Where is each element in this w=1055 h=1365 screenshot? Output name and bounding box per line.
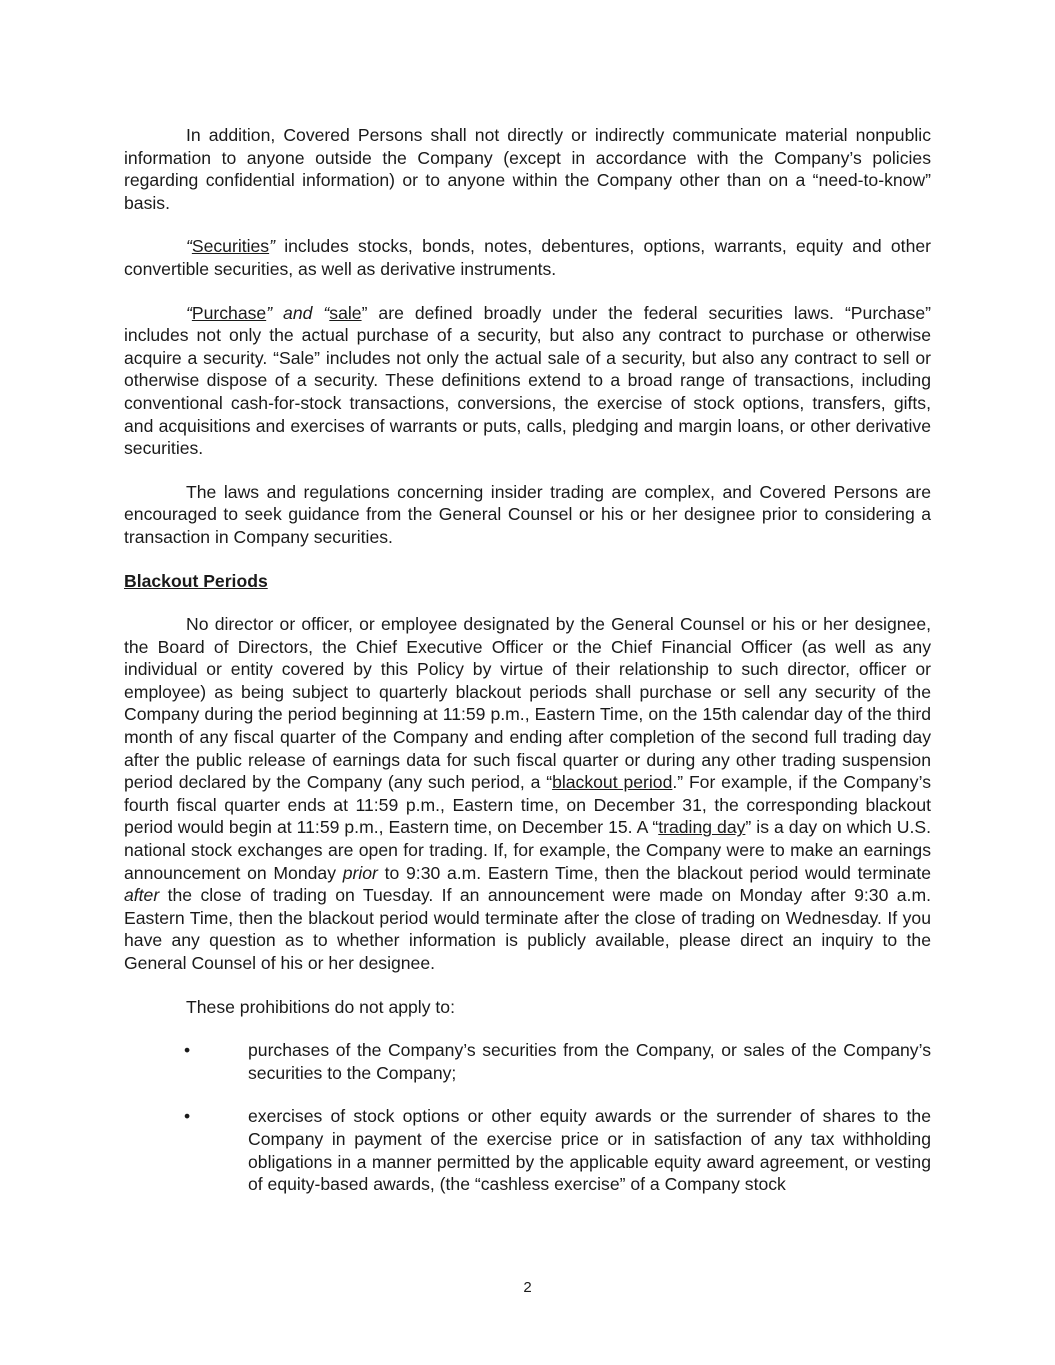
term-trading-day: trading day — [658, 817, 746, 838]
bullet-icon: • — [184, 1106, 191, 1127]
securities-definition-text: includes stocks, bonds, notes, debentures, options, warrants, equity and other convertible securities, as well as derivative instruments. — [124, 236, 931, 279]
open-quote: “ — [186, 302, 192, 323]
paragraph-blackout-periods — [124, 613, 931, 975]
paragraph-communication: In addition, Covered Persons shall not directly or indirectly communicate material nonpublic information to anyone outside the Company (except in accordance with the Company’s policies regarding confidential information) or to anyone within the Company other than on a “need-to-know” basis. — [124, 125, 931, 213]
term-sale: sale — [329, 302, 362, 323]
paragraph-purchase-sale-definition — [124, 302, 931, 460]
document-page — [124, 124, 931, 1196]
emphasis-after: after — [124, 885, 160, 906]
paragraph-insider-trading-laws: The laws and regulations concerning insider trading are complex, and Covered Persons are encouraged to seek guidance from the General Counsel or his or her designee prior to considering a transaction in Company securities. — [124, 481, 931, 547]
close-quote: ” — [269, 236, 275, 257]
section-heading-blackout-periods: Blackout Periods — [124, 570, 268, 591]
bullet-icon: • — [184, 1040, 191, 1061]
blackout-text-part5: the close of trading on Tuesday. If an announcement were made on Monday after 9:30 a.m. Eastern Time, then the blackout period would terminate after the close of trading on Wednesday. If you have any question as to whether information is publicly available, please direct an inquiry to the General Counsel of his or her designee. — [124, 885, 931, 973]
blackout-text-part1: No director or officer, or employee designated by the General Counsel or his or her designee, the Board of Directors, the Chief Executive Officer or the Chief Financial Officer (as well as any individual or entity covered by this Policy by virtue of their relationship to such director, officer or employee) as being subject to quarterly blackout periods shall purchase or sell any security of the Company during the period beginning at 11:59 p.m., Eastern Time, on the 15th calendar day of the third month of any fiscal quarter of the Company and ending after completion of the second full trading day after the public release of earnings data for such fiscal quarter or during any other trading suspension period declared by the Company (any such period, a “ — [124, 614, 931, 793]
list-item — [124, 1105, 931, 1195]
term-blackout-period: blackout period — [552, 772, 673, 793]
blackout-text-part4: to 9:30 a.m. Eastern Time, then the blackout period would terminate — [377, 862, 931, 883]
page-number: 2 — [523, 1279, 532, 1296]
quote-and: ” and “ — [266, 302, 330, 323]
exceptions-list — [124, 1039, 931, 1196]
blackout-text-part2: .” For example, if the Company’s fourth fiscal quarter ends at 11:59 p.m., Eastern time, on December 31, the corresponding blackout period would begin at 11:59 p.m., Eastern time, on December 15. A “ — [124, 772, 931, 838]
list-item-text: purchases of the Company’s securities from the Company, or sales of the Company’s securities to the Company; — [248, 1040, 931, 1083]
list-item-text: exercises of stock options or other equity awards or the surrender of shares to the Company in payment of the exercise price or in satisfaction of any tax withholding obligations in a manner permitted by the applicable equity award agreement, or vesting of equity-based awards, (the “cashless exercise” of a Company stock — [248, 1106, 931, 1195]
purchase-sale-lead: ” are defined broadly under the federal securities laws. “Purchase” — [361, 302, 931, 323]
paragraph-securities-definition — [124, 235, 931, 280]
term-purchase: Purchase — [191, 302, 267, 323]
emphasis-prior: prior — [342, 862, 378, 883]
blackout-text-part3: ” is a day on which U.S. national stock exchanges are open for trading. If, for example, the Company were to make an earnings announcement on Monday — [124, 817, 931, 883]
paragraph-prohibitions-intro: These prohibitions do not apply to: — [186, 996, 455, 1017]
term-securities: Securities — [191, 236, 270, 257]
purchase-sale-text: includes not only the actual purchase of a security, but also any contract to purchase or otherwise acquire a security. “Sale” includes not only the actual sale of a security, but also any contract to sell or otherwise dispose of a security. These definitions extend to a broad range of transactions, including conventional cash-for-stock transactions, conversions, the exercise of stock options, transfers, gifts, and acquisitions and exercises of warrants or puts, calls, pledging and margin loans, or other derivative securities. — [124, 325, 931, 459]
open-quote: “ — [186, 236, 192, 257]
list-item — [124, 1039, 931, 1084]
